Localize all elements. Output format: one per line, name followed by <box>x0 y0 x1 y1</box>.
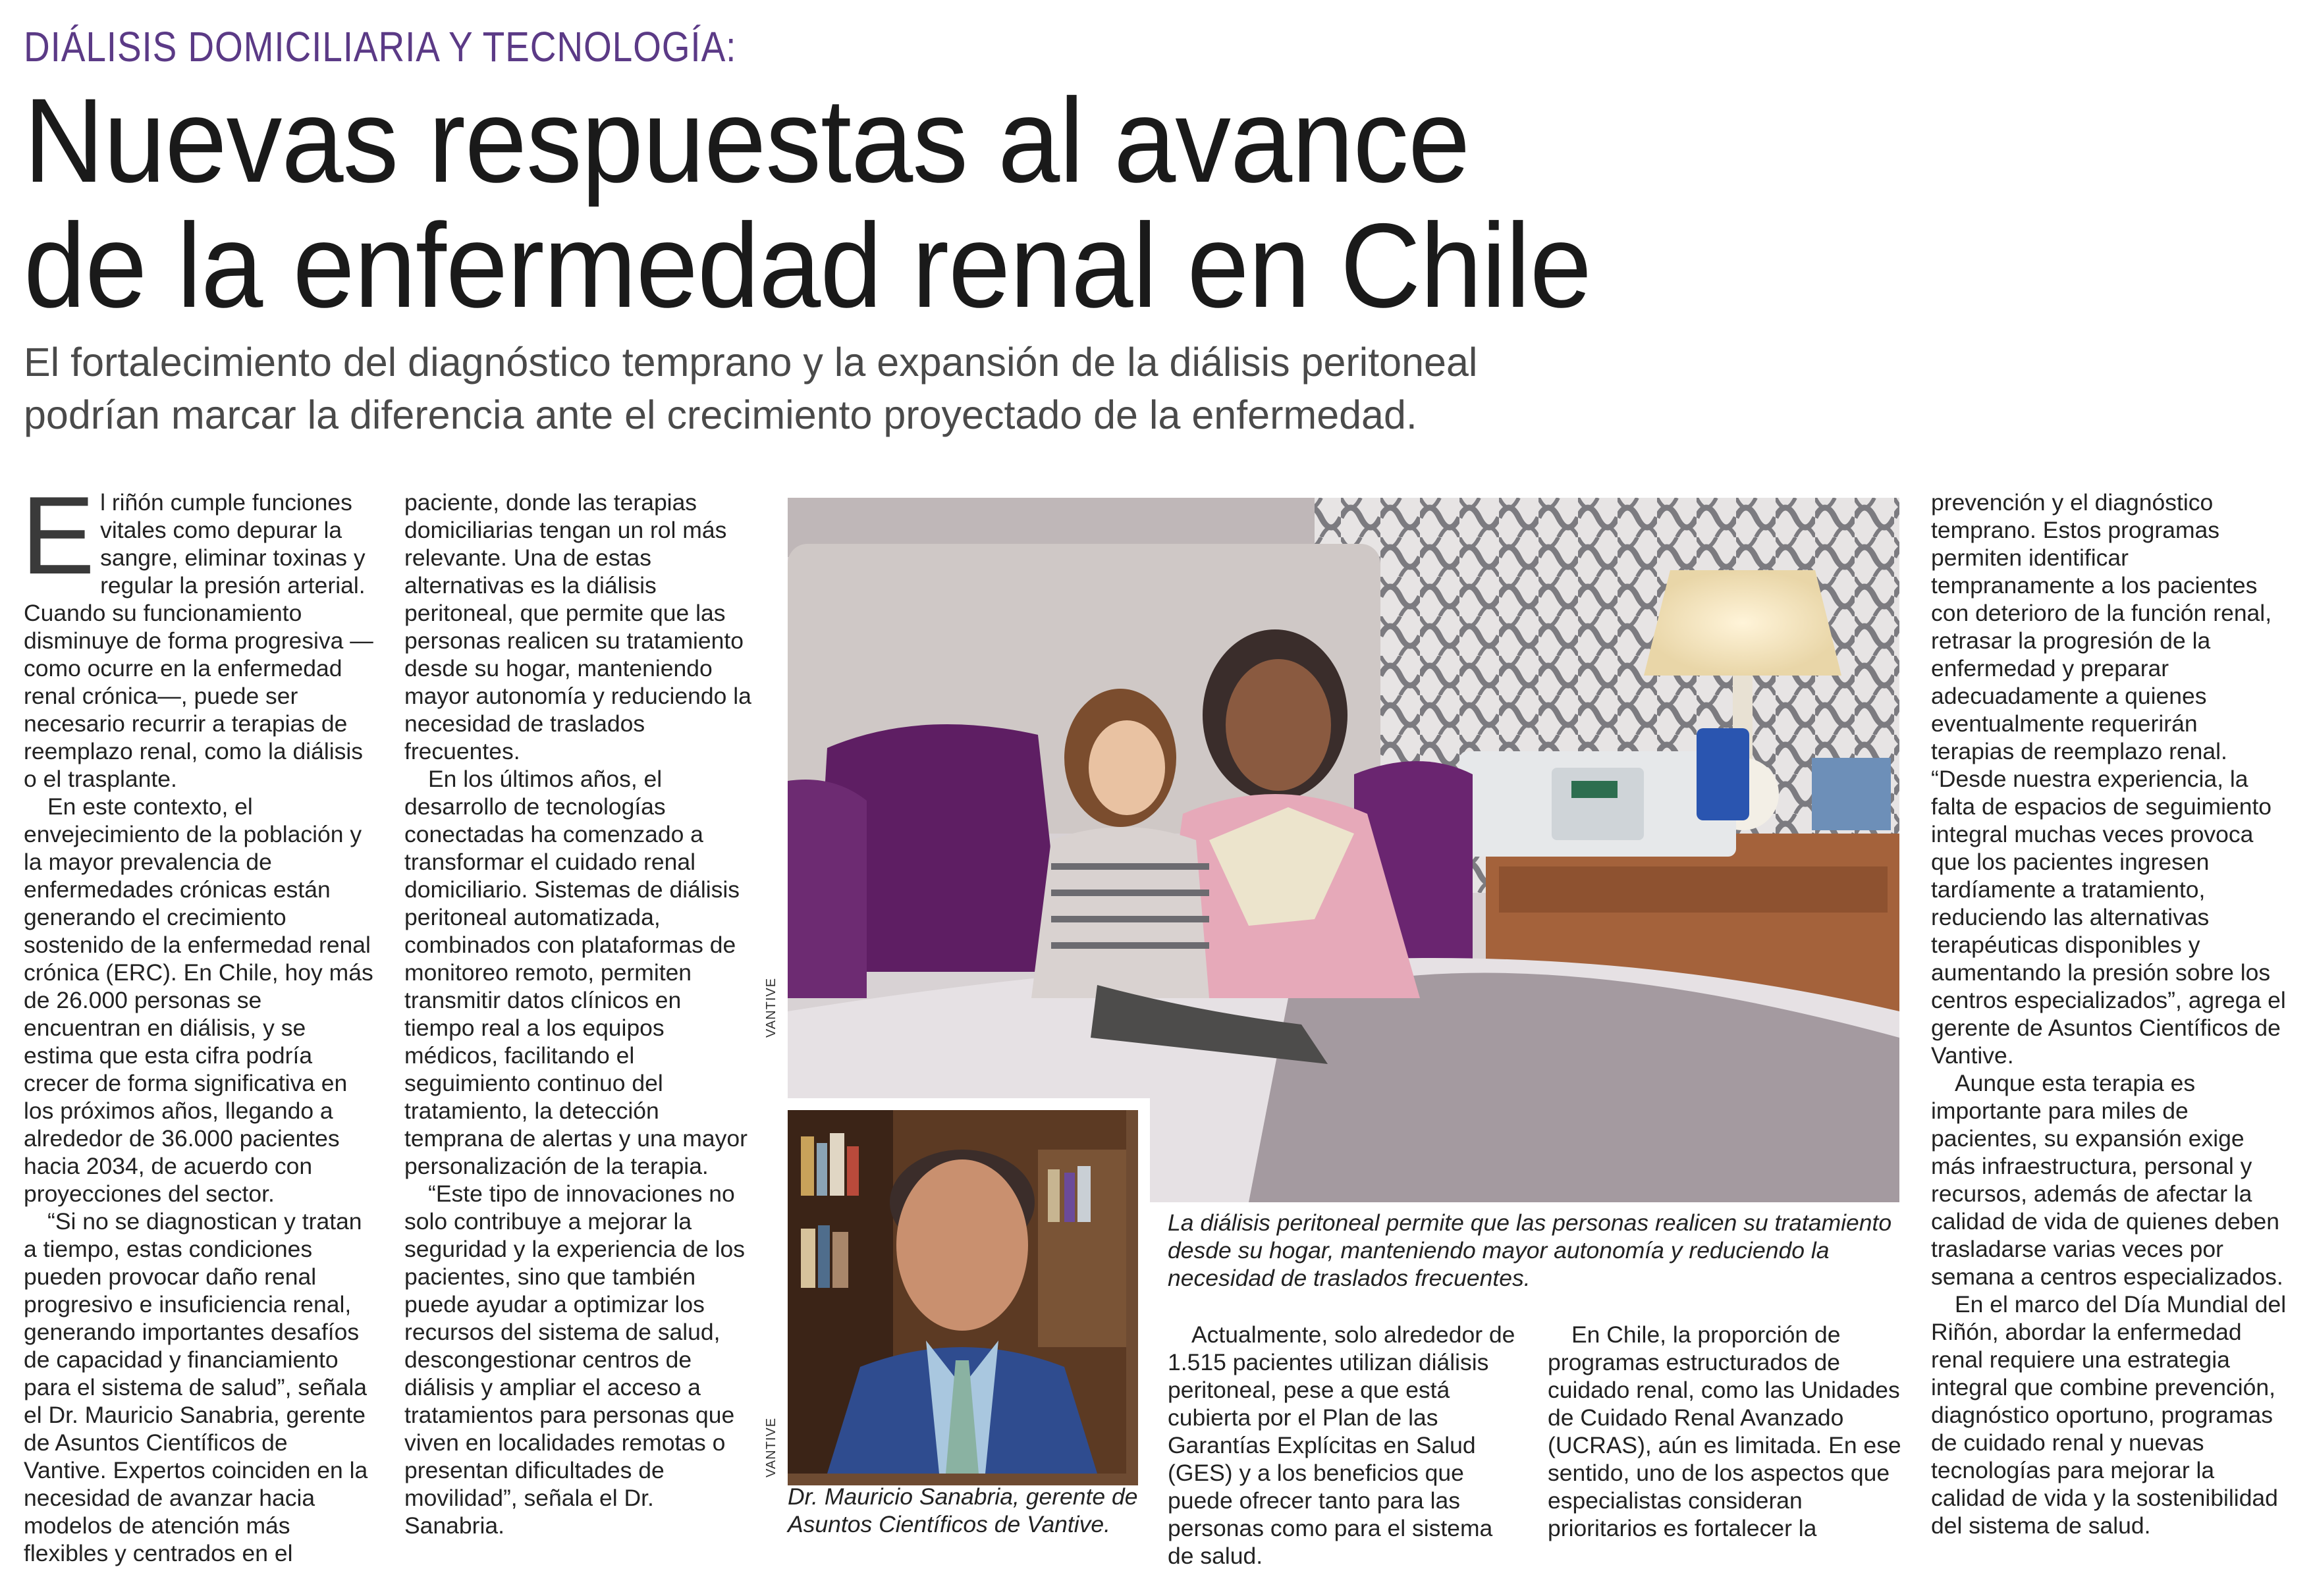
portrait-illustration <box>788 1110 1126 1474</box>
article-column-5 <box>1931 489 2287 1539</box>
article-paragraph: En el marco del Día Mundial del Riñón, abordar la enfermedad renal requiere una estrategia integral que combine prevención, diagnóstico oportuno, programas de cuidado renal y nuevas tecnologías para mejorar la calidad de vida y la sostenibilidad del sistema de salud. <box>1931 1291 2287 1539</box>
drop-cap: E <box>21 473 95 597</box>
article-paragraph <box>21 473 374 793</box>
paragraph-text: l riñón cumple funciones vitales como depurar la sangre, eliminar toxinas y regular la presión arterial. Cuando su funcionamiento disminuye de forma progresiva —como ocurre en la enfermedad renal crónica—, puede ser necesario recurrir a terapias de reemplazo renal, como la diálisis o el trasplante. <box>24 489 373 792</box>
article-paragraph: En Chile, la proporción de programas estructurados de cuidado renal, como las Unidades de Cuidado Renal Avanzado (UCRAS), aún es limitada. En ese sentido, uno de los aspectos que especialistas consideran prioritarios es fortalecer la <box>1548 1321 1901 1541</box>
article-paragraph: “Este tipo de innovaciones no solo contribuye a mejorar la seguridad y la experiencia de los pacientes, sino que también puede ayudar a optimizar los recursos del sistema de salud, descongestionar centros de diálisis y ampliar el acceso a tratamientos para personas que viven en localidades remotas o presentan dificultades de movilidad”, señala el Dr. Sanabria. <box>404 1181 746 1539</box>
article-paragraph: “Si no se diagnostican y tratan a tiempo, estas condiciones pueden provocar daño renal progresivo e insuficiencia renal, generando importantes desafíos de capacidad y financiamiento para el sistema de salud”, señala el Dr. Mauricio Sanabria, gerente de Asuntos Científicos de Vantive. Expertos coinciden en la necesidad de avanzar hacia modelos de atención más flexibles y centrados en el <box>24 1208 368 1566</box>
photo-illustration-bedroom <box>788 498 1899 1202</box>
inset-photo-credit: VANTIVE <box>764 1417 778 1477</box>
deck-line-1: El fortalecimiento del diagnóstico temprano y la expansión de la diálisis peritoneal <box>24 340 1478 385</box>
article-paragraph: En los últimos años, el desarrollo de tecnologías conectadas ha comenzado a transformar el cuidado renal domiciliario. Sistemas de diálisis peritoneal automatizada, combinados con plataformas de monitoreo remoto, permiten transmitir datos clínicos en tiempo real a los equipos médicos, facilitando el seguimiento continuo del tratamiento, la detección temprana de alertas y una mayor personalización de la terapia. <box>404 766 748 1179</box>
article-paragraph: paciente, donde las terapias domiciliarias tengan un rol más relevante. Una de estas alternativas es la diálisis peritoneal, que permite que las personas realicen su tratamiento desde su hogar, manteniendo mayor autonomía y reduciendo la necesidad de traslados frecuentes. <box>404 489 751 764</box>
article-paragraph: En este contexto, el envejecimiento de la población y la mayor prevalencia de enfermedades crónicas están generando el crecimiento sostenido de la enfermedad renal crónica (ERC). En Chile, hoy más de 26.000 personas se encuentran en diálisis, y se estima que esta cifra podría crecer de forma significativa en los próximos años, llegando a alrededor de 36.000 pacientes hacia 2034, de acuerdo con proyecciones del sector. <box>24 793 373 1207</box>
inset-photo <box>788 1098 1150 1485</box>
deck-subtitle <box>24 336 1670 441</box>
headline-line-2: de la enfermedad renal en Chile <box>24 198 1591 332</box>
article-paragraph: prevención y el diagnóstico temprano. Estos programas permiten identificar tempranamente a los pacientes con deterioro de la función renal, retrasar la progresión de la enfermedad y preparar adecuadamente a quienes eventualmente requerirán terapias de reemplazo renal. “Desde nuestra experiencia, la falta de espacios de seguimiento integral muchas veces provoca que los pacientes ingresen tardíamente a tratamiento, reduciendo las alternativas terapéuticas disponibles y aumentando la presión sobre los centros especializados”, agrega el gerente de Asuntos Científicos de Vantive. <box>1931 489 2286 1069</box>
main-photo <box>788 498 1899 1202</box>
deck-line-2: podrían marcar la diferencia ante el crecimiento proyectado de la enfermedad. <box>24 392 1417 437</box>
article-column-3 <box>1168 1321 1523 1570</box>
headline-line-1: Nuevas respuestas al avance <box>24 73 1470 207</box>
headline <box>24 73 1616 332</box>
article-column-2 <box>404 489 755 1539</box>
article-paragraph: Aunque esta terapia es importante para miles de pacientes, su expansión exige más infraestructura, personal y recursos, además de afectar la calidad de vida de quienes deben trasladarse varias veces por semana a centros especializados. <box>1931 1070 2283 1290</box>
article-paragraph: Actualmente, solo alrededor de 1.515 pacientes utilizan diálisis peritoneal, pese a que está cubierta por el Plan de las Garantías Explícitas en Salud (GES) y a los beneficios que puede ofrecer tanto para las personas como para el sistema de salud. <box>1168 1321 1515 1569</box>
section-kicker: DIÁLISIS DOMICILIARIA Y TECNOLOGÍA: <box>24 23 737 70</box>
article-column-1 <box>21 473 374 1567</box>
article-column-4 <box>1548 1321 1903 1542</box>
inset-photo-caption: Dr. Mauricio Sanabria, gerente de Asuntos Científicos de Vantive. <box>788 1483 1138 1537</box>
main-photo-caption: La diálisis peritoneal permite que las personas realicen su tratamiento desde su hogar, manteniendo mayor autonomía y reduciendo la necesidad de traslados frecuentes. <box>1168 1210 1892 1291</box>
main-photo-credit: VANTIVE <box>764 977 778 1038</box>
